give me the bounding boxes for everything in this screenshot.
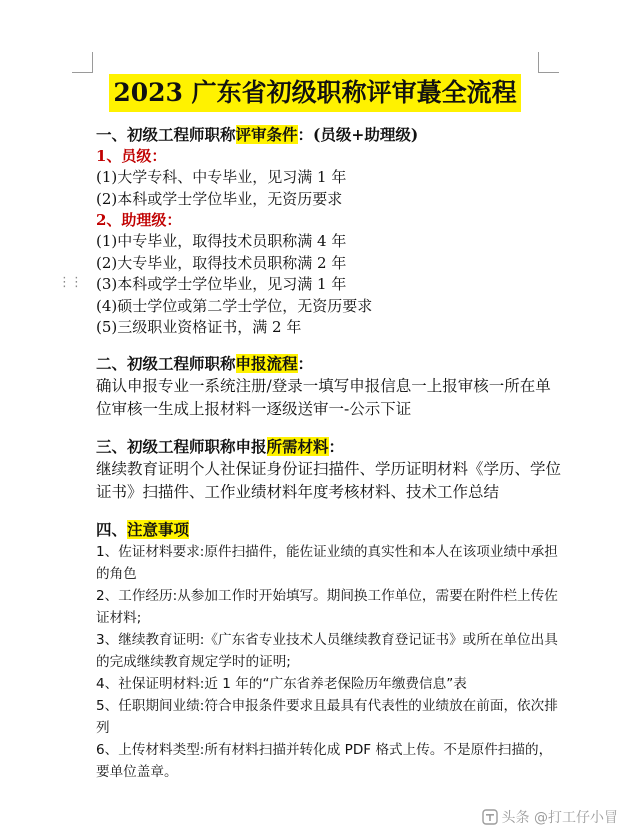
section-4-heading (96, 519, 564, 541)
crop-mark-top-right (538, 52, 559, 73)
section-2-heading-post: ： (297, 353, 314, 373)
section-4-heading-highlight: 注意事项 (127, 519, 190, 539)
section-1-heading-highlight: 评审条件 (235, 125, 298, 144)
section-3-heading-highlight: 所需材料 (266, 436, 329, 456)
section-2-heading (96, 353, 564, 375)
list-item: (1)大学专科、中专毕业，见习满 1 年 (96, 168, 347, 186)
section-3-body: 继续教育证明个人社保证身份证扫描件、学历证明材料《学历、学位证书》扫描件、工作业绩材料年度考核材料、技术工作总结 (96, 459, 562, 501)
list-item: (2)大专毕业，取得技术员职称满 2 年 (96, 253, 347, 272)
document-body (96, 124, 564, 783)
section-4-heading-pre: 四、 (96, 519, 128, 539)
list-item: (2)本科或学士学位毕业，无资历要求 (96, 189, 343, 208)
list-item: (3)本科或学士学位毕业，见习满 1 年 (96, 275, 347, 293)
page-title: 2023 广东省初级职称评审蕞全流程 (109, 74, 520, 112)
section-3-heading-post: ： (328, 436, 345, 456)
watermark-text: 头条 @打工仔小冒 (501, 810, 618, 826)
title-block (0, 74, 630, 112)
note-item: 4、社保证明材料:近 1 年的“广东省养老保险历年缴费信息”表 (96, 675, 467, 692)
group-label-junior: 1、员级： (96, 147, 167, 165)
note-item: 2、工作经历:从参加工作时开始填写。期间换工作单位，需要在附件栏上传佐证材料; (96, 587, 558, 626)
section-1-heading-post: ：(员级+助理级) (297, 125, 419, 144)
note-item: 3、继续教育证明:《广东省专业技术人员继续教育登记证书》或所在单位出具的完成继续教育规定学时的证明; (96, 631, 558, 670)
note-item: 1、佐证材料要求:原件扫描件，能佐证业绩的真实性和本人在该项业绩中承担的角色 (96, 543, 558, 582)
crop-mark-top-left (72, 52, 93, 73)
section-3-heading (96, 436, 564, 458)
toutiao-logo-icon (482, 809, 498, 825)
section-1-heading-pre: 一、初级工程师职称 (96, 125, 236, 144)
section-2-heading-highlight: 申报流程 (235, 353, 298, 373)
list-item: (1)中专毕业，取得技术员职称满 4 年 (96, 232, 347, 250)
list-item: (5)三级职业资格证书，满 2 年 (96, 318, 302, 336)
section-2-body: 确认申报专业一系统注册/登录一填写申报信息一上报审核一所在单位审核一生成上报材料一逐级送审一-公示下证 (96, 376, 551, 418)
note-item: 6、上传材料类型:所有材料扫描并转化成 PDF 格式上传。不是原件扫描的，要单位盖章。 (96, 741, 553, 780)
list-item: (4)硕士学位或第二学士学位，无资历要求 (96, 296, 373, 315)
drag-handle-icon[interactable]: ⋮⋮ (58, 275, 82, 290)
section-3-heading-pre: 三、初级工程师职称申报 (96, 436, 267, 456)
section-2-heading-pre: 二、初级工程师职称 (96, 353, 236, 373)
watermark (482, 807, 618, 827)
group-label-assistant: 2、助理级： (96, 211, 182, 229)
section-1-heading (96, 124, 564, 146)
note-item: 5、任职期间业绩:符合申报条件要求且最具有代表性的业绩放在前面，依次排列 (96, 697, 558, 736)
